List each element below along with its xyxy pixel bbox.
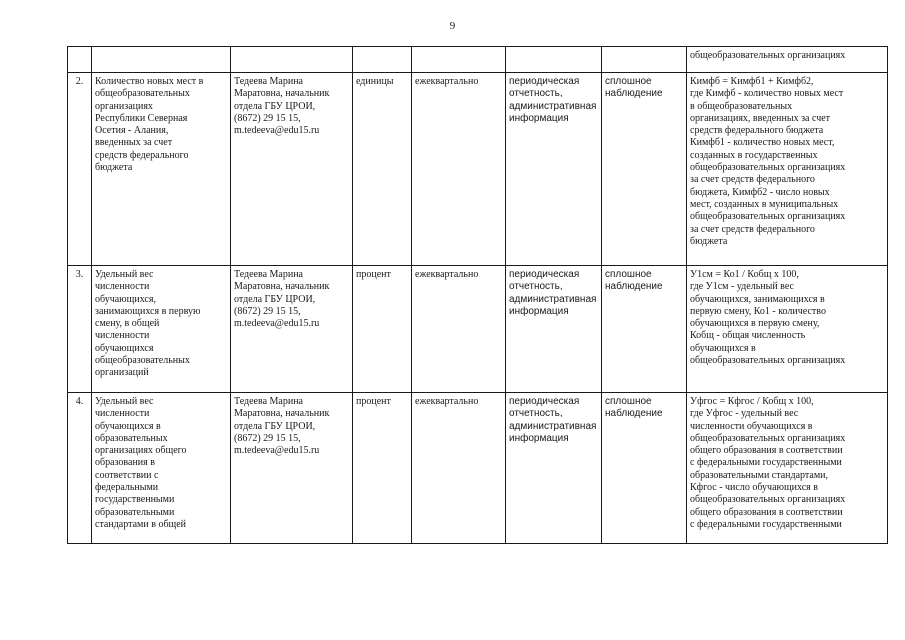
formula-line: где У1см - удельный вес	[690, 281, 794, 293]
indicator-name-cell	[92, 73, 231, 266]
indicator-name-cell	[92, 47, 231, 73]
formula-line: Кимфб1 - количество новых мест,	[690, 137, 835, 149]
text-line: образовательными	[95, 506, 175, 518]
text-line: введенных за счет	[95, 137, 173, 149]
text-line: периодическая	[509, 396, 580, 407]
table-row	[68, 266, 888, 393]
text-line: (8672) 29 15 15,	[234, 432, 301, 444]
formula-line: за счет средств федерального	[690, 174, 815, 186]
formula-line: обучающихся в первую смену,	[690, 318, 820, 330]
text-line: численности	[95, 281, 150, 293]
text-line: общеобразовательных	[95, 88, 190, 100]
formula-line: с федеральными государственными	[690, 518, 842, 530]
text-line: Удельный вес	[95, 396, 154, 407]
formula-line: общеобразовательных организациях	[690, 494, 846, 506]
text-line: средств федерального	[95, 149, 189, 161]
formula-cell	[687, 73, 888, 266]
unit-cell: единицы	[353, 73, 412, 266]
formula-line: общего образования в соответствии	[690, 445, 843, 457]
indicator-name-cell	[92, 266, 231, 393]
formula-line: образовательными стандартами,	[690, 469, 829, 481]
formula-cell	[687, 47, 888, 73]
formula-line: Кимфб = Кимфб1 + Кимфб2,	[690, 76, 814, 87]
text-line: наблюдение	[605, 408, 663, 420]
responsible-contact-cell	[231, 73, 353, 266]
text-line: Маратовна, начальник	[234, 88, 330, 100]
text-line: периодическая	[509, 76, 580, 87]
periodicity-cell: ежеквартально	[412, 266, 506, 393]
text-line: федеральными	[95, 482, 159, 494]
formula-line: где Кимфб - количество новых мест	[690, 88, 844, 100]
text-line: (8672) 29 15 15,	[234, 305, 301, 317]
responsible-contact-cell	[231, 47, 353, 73]
formula-line: общеобразовательных организациях	[690, 162, 846, 174]
text-line: отдела ГБУ ЦРОИ,	[234, 100, 316, 112]
indicator-name-cell	[92, 393, 231, 544]
table-row	[68, 73, 888, 266]
text-line: административная	[509, 293, 597, 305]
collection-method-cell	[602, 73, 687, 266]
data-source-cell	[506, 73, 602, 266]
formula-line: общеобразовательных организациях	[690, 50, 846, 61]
formula-line: численности обучающихся в	[690, 420, 813, 432]
text-line: смену, в общей	[95, 318, 160, 330]
text-line: Удельный вес	[95, 269, 154, 280]
formula-line: Кфгос - число обучающихся в	[690, 482, 818, 494]
formula-line: первую смену, Ко1 - количество	[690, 305, 826, 317]
text-line: государственными	[95, 494, 175, 506]
text-line: наблюдение	[605, 88, 663, 100]
text-line: Тедеева Марина	[234, 396, 303, 407]
text-line: общеобразовательных	[95, 355, 190, 367]
text-line: административная	[509, 420, 597, 432]
row-number-cell: 4.	[68, 393, 92, 544]
text-line: бюджета	[95, 162, 133, 174]
data-source-cell	[506, 47, 602, 73]
text-line: информация	[509, 112, 569, 124]
text-line: отчетность,	[509, 408, 563, 420]
formula-line: средств федерального бюджета	[690, 125, 824, 137]
formula-line: бюджета, Кимфб2 - число новых	[690, 186, 830, 198]
formula-line: мест, созданных в муниципальных	[690, 198, 839, 210]
text-line: Осетия - Алания,	[95, 125, 169, 137]
text-line: отдела ГБУ ЦРОИ,	[234, 420, 316, 432]
text-line: обучающихся в	[95, 420, 161, 432]
formula-line: организациях, введенных за счет	[690, 112, 831, 124]
email-text: m.tedeeva@edu15.ru	[234, 318, 320, 330]
text-line: отдела ГБУ ЦРОИ,	[234, 293, 316, 305]
text-line: образования в	[95, 457, 155, 469]
page-number: 9	[449, 20, 456, 32]
row-number-cell	[68, 47, 92, 73]
row-number-cell: 2.	[68, 73, 92, 266]
responsible-contact-cell	[231, 393, 353, 544]
formula-line: за счет средств федерального	[690, 223, 815, 235]
text-line: сплошное	[605, 396, 652, 407]
unit-cell	[353, 47, 412, 73]
formula-line: бюджета	[690, 235, 728, 247]
email-text: m.tedeeva@edu15.ru	[234, 125, 320, 137]
periodicity-cell	[412, 47, 506, 73]
text-line: образовательных	[95, 432, 168, 444]
periodicity-cell: ежеквартально	[412, 393, 506, 544]
text-line: численности	[95, 408, 150, 420]
formula-cell	[687, 393, 888, 544]
text-line: Количество новых мест в	[95, 76, 204, 87]
text-line: обучающихся,	[95, 293, 156, 305]
unit-cell: процент	[353, 393, 412, 544]
formula-line: У1см = Ко1 / Кобщ х 100,	[690, 269, 799, 280]
formula-line: общего образования в соответствии	[690, 506, 843, 518]
formula-line: обучающихся в	[690, 342, 756, 354]
indicators-table	[67, 46, 888, 544]
text-line: Маратовна, начальник	[234, 281, 330, 293]
formula-line: в общеобразовательных	[690, 100, 793, 112]
text-line: численности	[95, 330, 150, 342]
formula-line: Кобщ - общая численность	[690, 330, 806, 342]
text-line: организациях общего	[95, 445, 187, 457]
text-line: Тедеева Марина	[234, 76, 303, 87]
text-line: (8672) 29 15 15,	[234, 112, 301, 124]
text-line: занимающихся в первую	[95, 305, 201, 317]
text-line: организациях	[95, 100, 153, 112]
text-line: периодическая	[509, 269, 580, 280]
responsible-contact-cell	[231, 266, 353, 393]
table-row	[68, 393, 888, 544]
formula-line: общеобразовательных организациях	[690, 432, 846, 444]
text-line: отчетность,	[509, 281, 563, 293]
periodicity-cell: ежеквартально	[412, 73, 506, 266]
formula-line: Уфгос = Кфгос / Кобщ х 100,	[690, 396, 814, 407]
text-line: сплошное	[605, 76, 652, 87]
formula-line: с федеральными государственными	[690, 457, 842, 469]
text-line: обучающихся	[95, 342, 154, 354]
formula-line: созданных в государственных	[690, 149, 818, 161]
collection-method-cell	[602, 393, 687, 544]
email-text: m.tedeeva@edu15.ru	[234, 445, 320, 457]
text-line: отчетность,	[509, 88, 563, 100]
collection-method-cell	[602, 47, 687, 73]
data-source-cell	[506, 393, 602, 544]
text-line: административная	[509, 100, 597, 112]
formula-cell	[687, 266, 888, 393]
formula-line: обучающихся, занимающихся в	[690, 293, 825, 305]
text-line: информация	[509, 432, 569, 444]
text-line: соответствии с	[95, 469, 159, 481]
collection-method-cell	[602, 266, 687, 393]
text-line: стандартами в общей	[95, 518, 187, 530]
text-line: наблюдение	[605, 281, 663, 293]
row-number-cell: 3.	[68, 266, 92, 393]
text-line: сплошное	[605, 269, 652, 280]
formula-line: общеобразовательных организациях	[690, 211, 846, 223]
table-row	[68, 47, 888, 73]
formula-line: где Уфгос - удельный вес	[690, 408, 799, 420]
text-line: информация	[509, 305, 569, 317]
formula-line: общеобразовательных организациях	[690, 355, 846, 367]
data-source-cell	[506, 266, 602, 393]
text-line: Тедеева Марина	[234, 269, 303, 280]
text-line: Маратовна, начальник	[234, 408, 330, 420]
unit-cell: процент	[353, 266, 412, 393]
text-line: Республики Северная	[95, 112, 188, 124]
text-line: организаций	[95, 367, 149, 379]
